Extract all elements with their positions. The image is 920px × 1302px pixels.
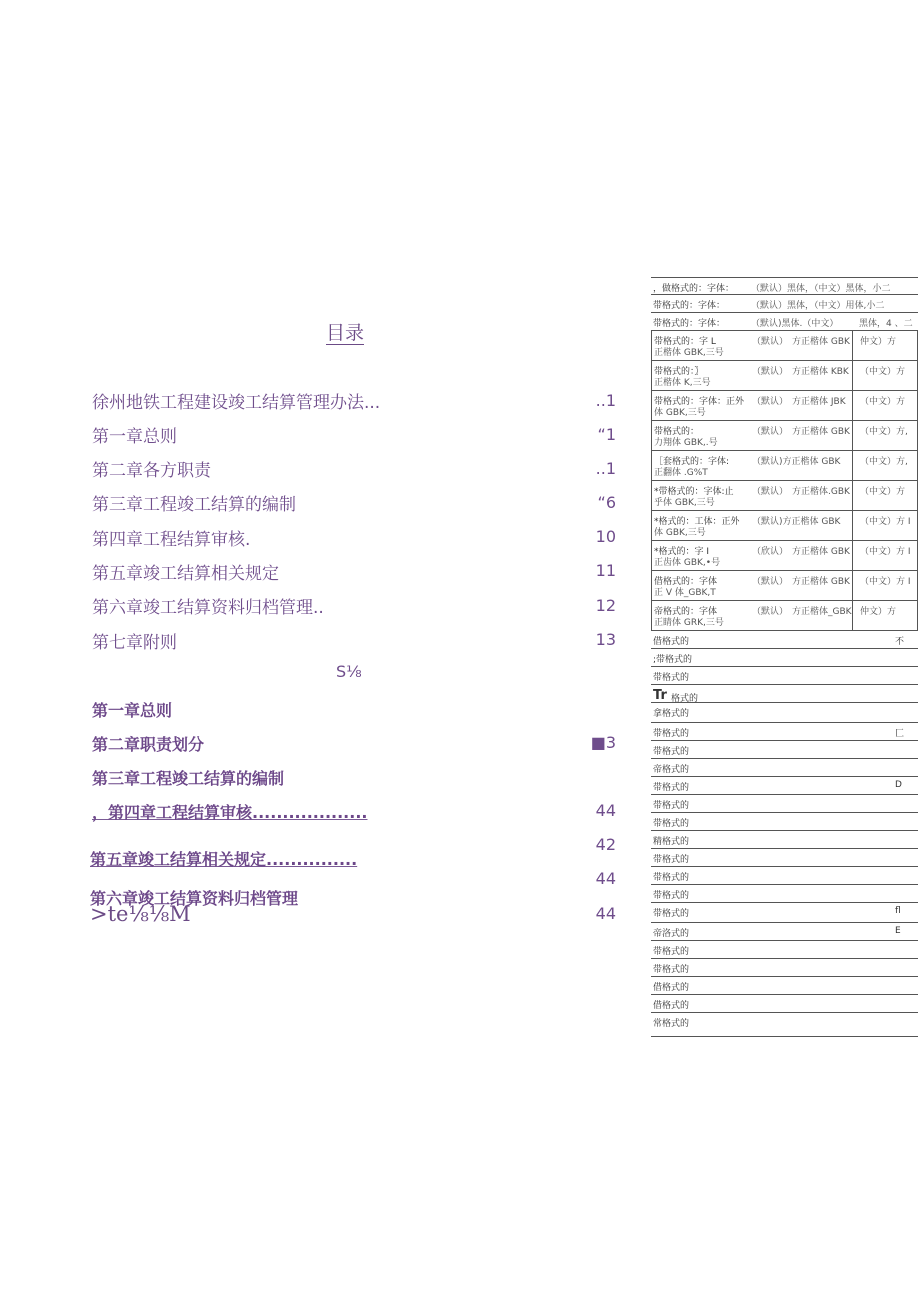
format-annotation-row[interactable] — [651, 313, 918, 331]
annotation-label: *带格式的：字体:止 — [654, 487, 734, 497]
annotation-label: 带格式的：字体： — [653, 319, 726, 329]
section-entry-label[interactable]: 第二章职责划分 — [92, 735, 205, 754]
annotation-font-name: 方正楷体 GBK — [792, 427, 850, 437]
format-annotation-row[interactable] — [651, 759, 918, 777]
annotation-label: ，做格式的：字体： — [653, 284, 735, 294]
format-annotation-row[interactable] — [651, 849, 918, 867]
annotation-font-chinese: （中文）方 — [860, 367, 906, 377]
format-annotation-row[interactable] — [651, 421, 918, 451]
annotation-label: 带格式的 — [653, 783, 690, 793]
annotation-font-default: （默认） — [752, 487, 789, 497]
section-entry-label[interactable]: 第五章竣工结算相关规定............... — [90, 850, 358, 869]
annotation-label: *格式的：字 I — [654, 547, 710, 557]
garbled-text: >te⅛⅛M — [90, 902, 191, 926]
garbled-page: 44 — [595, 904, 616, 923]
format-annotation-row[interactable] — [651, 631, 918, 649]
annotation-font-default: （默认） — [752, 397, 789, 407]
annotation-font-name: 方正楷体 GBK — [792, 577, 850, 587]
annotation-label: 带格式的：字体：正外 — [654, 397, 745, 407]
annotation-label: 帝格式的 — [653, 765, 690, 775]
toc-entry-page: “6 — [597, 493, 616, 512]
toc-entry-label[interactable]: 徐州地铁工程建设竣工结算管理办法... — [92, 393, 381, 413]
format-annotation-row[interactable] — [651, 295, 918, 313]
annotation-label: 带格式的 — [653, 747, 690, 757]
annotation-label: 精格式的 — [653, 837, 690, 847]
annotation-label: 带格式的 — [653, 819, 690, 829]
annotation-font-chinese: （中文）方, — [860, 427, 908, 437]
format-annotation-row[interactable] — [651, 511, 918, 541]
annotation-font-default: （默认） — [752, 337, 789, 347]
toc-entry-label[interactable]: 第一章总则 — [92, 427, 177, 447]
section-entry-label[interactable]: 第六章竣工结算资料归档管理 — [90, 889, 299, 908]
format-annotation-row[interactable] — [651, 831, 918, 849]
annotation-font-name: 方正楷体.GBK — [792, 487, 850, 497]
format-annotation-row[interactable] — [651, 923, 918, 941]
annotation-label: 借格式的 — [653, 637, 690, 647]
annotation-label: 带格式的：字体： — [653, 301, 726, 311]
column-divider — [852, 361, 853, 390]
format-annotation-row[interactable] — [651, 481, 918, 511]
toc-entry-label[interactable]: 第五章竣工结算相关规定 — [92, 564, 279, 584]
annotation-label: 帝格式的：字体 — [654, 607, 718, 617]
annotation-font-detail: 正睛体 GRK,三号 — [654, 618, 724, 628]
format-annotation-row[interactable] — [651, 451, 918, 481]
annotation-font-default: （默认）黑体，（中文）用体,小二 — [751, 301, 885, 311]
annotation-mark: fl — [895, 906, 901, 916]
annotation-font-name: 方正楷体 GBK — [792, 337, 850, 347]
annotation-font-detail: 体 GBK,三号 — [654, 408, 706, 418]
annotation-font-default: （默认） — [752, 427, 789, 437]
annotation-font-default: （默认） — [752, 577, 789, 587]
format-annotation-row[interactable] — [651, 903, 918, 923]
annotation-font-name: 方正楷体 GBK — [792, 547, 850, 557]
annotation-label: 带格式的 — [653, 909, 690, 919]
annotation-label: 带格式的 — [653, 873, 690, 883]
separator-mark: S⅛ — [336, 662, 362, 681]
format-annotation-row[interactable] — [651, 867, 918, 885]
format-annotation-row[interactable] — [651, 995, 918, 1013]
annotation-label: *格式的：工体：正外 — [654, 517, 740, 527]
annotation-label: 带格式的 — [653, 673, 690, 683]
annotation-label: 带格式的：字 L — [654, 337, 716, 347]
section-entry-page: 44 — [595, 869, 616, 888]
format-annotation-row[interactable] — [651, 777, 918, 795]
annotation-label: 借格式的 — [653, 983, 690, 993]
toc-entry-page: 12 — [595, 596, 616, 615]
section-entry-page: 42 — [595, 835, 616, 854]
format-annotation-row[interactable] — [651, 277, 918, 295]
annotation-label: ［套格式的：字体: — [654, 457, 730, 467]
annotation-font-default: （默认） — [752, 367, 789, 377]
annotation-label: 带格式的 — [653, 801, 690, 811]
toc-entry-label[interactable]: 第七章附则 — [92, 633, 177, 653]
annotation-font-default: （默认)黑体.（中文） — [751, 319, 839, 329]
annotation-label-suffix: 格式的 — [671, 694, 699, 704]
annotation-font-chinese: （中文）方 I — [860, 577, 911, 587]
column-divider — [852, 391, 853, 420]
annotation-label: 带格式的 — [653, 947, 690, 957]
column-divider — [852, 331, 853, 360]
annotation-font-default: （默认)方正楷体 GBK — [752, 457, 841, 467]
annotation-font-default: （欣认） — [752, 547, 789, 557]
column-divider — [852, 601, 853, 630]
column-divider — [852, 451, 853, 480]
annotation-mark: 匚 — [895, 729, 905, 739]
toc-entry-label[interactable]: 第六章竣工结算资料归档管理.. — [92, 598, 324, 618]
annotation-font-chinese: （中文）方 — [860, 397, 906, 407]
annotation-font-detail: 正 V 体_GBK,T — [654, 588, 716, 598]
format-annotation-row[interactable] — [651, 941, 918, 959]
section-entry-label[interactable]: 第三章工程竣工结算的编制 — [92, 769, 285, 788]
annotation-label: 带格式的 — [653, 965, 690, 975]
annotation-font-detail: 正齿体 GBK,•号 — [654, 558, 721, 568]
annotation-font-detail: 正翻体 .G%T — [654, 468, 708, 478]
annotation-font-detail: 正楷体 K,三号 — [654, 378, 711, 388]
toc-entry-page: “1 — [597, 425, 616, 444]
annotation-label: 帝洛式的 — [653, 929, 690, 939]
annotation-font-chinese: 仲文）方 — [860, 607, 897, 617]
toc-entry-page: ..1 — [595, 391, 616, 410]
toc-entry-page: 13 — [595, 630, 616, 649]
toc-entry-page: ..1 — [595, 459, 616, 478]
annotation-font-chinese: （中文）方 — [860, 487, 906, 497]
toc-title: 目录 — [326, 322, 365, 344]
annotation-font-name: 方正楷体 KBK — [792, 367, 849, 377]
format-annotation-row[interactable] — [651, 1013, 918, 1037]
column-divider — [852, 541, 853, 570]
format-annotation-row[interactable] — [651, 741, 918, 759]
annotation-font-default: （默认)方正楷体 GBK — [752, 517, 841, 527]
annotation-mark: E — [895, 926, 901, 936]
toc-entry-label[interactable]: 第四章工程结算审核. — [92, 530, 251, 550]
annotation-font-default: （默认） — [752, 607, 789, 617]
annotation-font-chinese: 黑体，4 、二 — [859, 319, 913, 329]
annotation-label: Tr — [653, 688, 667, 703]
format-annotation-row[interactable] — [651, 667, 918, 685]
section-entry-page: ■3 — [590, 733, 616, 752]
annotation-mark: 不 — [895, 637, 905, 647]
section-entry-label[interactable]: ，第四章工程结算审核................... — [92, 803, 368, 822]
annotation-label: 带格式的：〗 — [654, 367, 704, 377]
toc-entry-page: 11 — [595, 561, 616, 580]
format-annotation-row[interactable] — [651, 795, 918, 813]
annotation-mark: D — [895, 780, 902, 790]
annotation-font-chinese: （中文）方, — [860, 457, 908, 467]
format-annotation-row[interactable] — [651, 885, 918, 903]
annotation-label: 拿格式的 — [653, 709, 690, 719]
annotation-font-name: 方正楷体 JBK — [792, 397, 846, 407]
format-annotation-row[interactable] — [651, 331, 918, 361]
format-annotation-row[interactable] — [651, 361, 918, 391]
annotation-label: 带格式的 — [653, 855, 690, 865]
annotation-font-default: （默认）黑体，（中文）黑体，小二 — [751, 284, 891, 294]
toc-entry-label[interactable]: 第三章工程竣工结算的编制 — [92, 495, 296, 515]
format-annotation-row[interactable] — [651, 391, 918, 421]
annotation-label: 带格式的： — [654, 427, 700, 437]
format-annotation-row[interactable] — [651, 571, 918, 601]
annotation-label: 带格式的 — [653, 729, 690, 739]
annotation-label: 借格式的 — [653, 1001, 690, 1011]
annotation-font-detail: 体 GBK,三号 — [654, 528, 706, 538]
column-divider — [852, 571, 853, 600]
annotation-label: ;带格式的 — [653, 655, 693, 665]
annotation-font-chinese: （中文）方 I — [860, 517, 911, 527]
annotation-label: 常格式的 — [653, 1019, 690, 1029]
annotation-label: 带格式的 — [653, 891, 690, 901]
format-annotation-row[interactable] — [651, 723, 918, 741]
format-annotation-panel — [651, 277, 918, 1037]
annotation-font-detail: 乎体 GBK,三号 — [654, 498, 715, 508]
toc-entry-label[interactable]: 第二章各方职责 — [92, 461, 211, 481]
annotation-label: 借格式的：字体 — [654, 577, 718, 587]
section-entry-page: 44 — [595, 801, 616, 820]
format-annotation-row[interactable] — [651, 541, 918, 571]
annotation-font-name: 方正楷体_GBK — [792, 607, 852, 617]
format-annotation-row[interactable] — [651, 959, 918, 977]
annotation-font-detail: 力翔体 GBK,.号 — [654, 438, 718, 448]
format-annotation-row[interactable] — [651, 601, 918, 631]
column-divider — [852, 481, 853, 510]
format-annotation-row[interactable] — [651, 649, 918, 667]
column-divider — [852, 421, 853, 450]
format-annotation-row[interactable] — [651, 703, 918, 723]
annotation-font-chinese: 仲文）方 — [860, 337, 897, 347]
toc-entry-page: 10 — [595, 527, 616, 546]
section-entry-label[interactable]: 第一章总则 — [92, 701, 173, 720]
column-divider — [852, 511, 853, 540]
annotation-font-detail: 正楷体 GBK,三号 — [654, 348, 724, 358]
format-annotation-row[interactable] — [651, 685, 918, 703]
format-annotation-row[interactable] — [651, 977, 918, 995]
annotation-font-chinese: （中文）方 I — [860, 547, 911, 557]
format-annotation-row[interactable] — [651, 813, 918, 831]
